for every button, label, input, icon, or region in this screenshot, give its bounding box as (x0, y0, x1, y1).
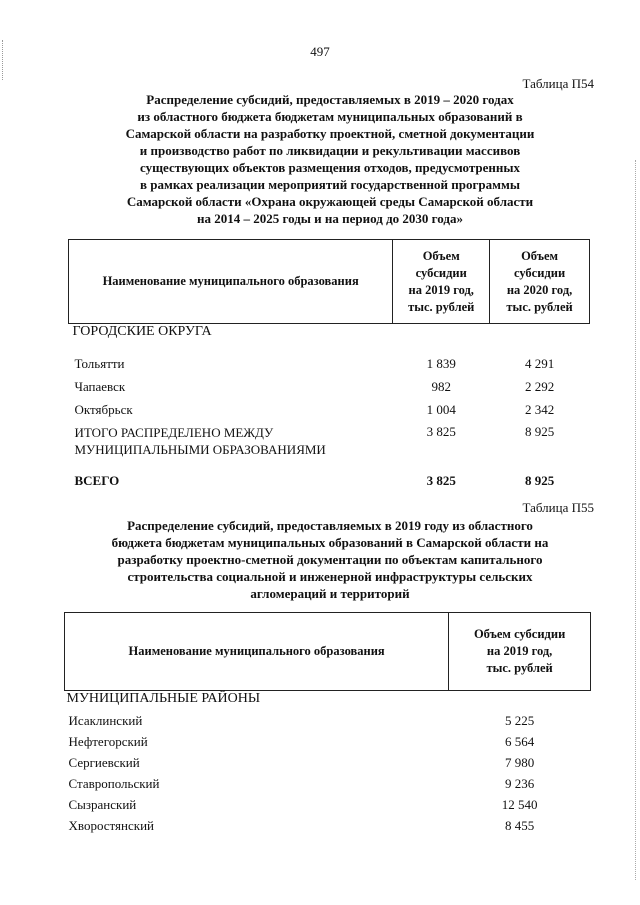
row-2019: 5 225 (504, 713, 535, 728)
title-line: разработку проектно-сметной документации по объектам капитального (117, 552, 543, 567)
row-name: Сергиевский (68, 755, 140, 770)
table-row (65, 816, 591, 837)
distributed-row (69, 422, 590, 464)
table-row (65, 753, 591, 774)
row-2020: 2 292 (524, 378, 555, 394)
row-name: Сызранский (68, 797, 137, 812)
title-line: бюджета бюджетам муниципальных образований в Самарской области на (111, 535, 549, 550)
title-line: Самарской области «Охрана окружающей среды Самарской области (126, 194, 534, 209)
row-2019: 1 004 (426, 401, 456, 417)
table-header-row (65, 613, 591, 691)
title-line: строительства социальной и инженерной инфраструктуры сельских (127, 569, 533, 584)
row-name: Октябрьск (74, 401, 133, 417)
row-2019: 7 980 (504, 755, 535, 770)
total-name: ВСЕГО (74, 472, 120, 488)
row-2019: 6 564 (504, 734, 535, 749)
total-row (69, 464, 590, 498)
row-name: Ставропольский (68, 776, 160, 791)
table-p55 (64, 612, 591, 837)
distributed-2020: 8 925 (524, 423, 555, 439)
section-row (65, 691, 591, 711)
title-line: и производство работ по ликвидации и рекультивации массивов (139, 143, 521, 158)
row-name: Хворостянский (68, 818, 154, 833)
distributed-2019: 3 825 (426, 423, 456, 439)
distributed-name: ИТОГО РАСПРЕДЕЛЕНО МЕЖДУ МУНИЦИПАЛЬНЫМИ ОБРАЗОВАНИЯМИ (74, 424, 326, 457)
table-row (65, 774, 591, 795)
row-2020: 4 291 (524, 355, 555, 371)
title-line: из областного бюджета бюджетам муниципальных образований в (137, 109, 523, 124)
title-line: агломераций и территорий (250, 586, 410, 601)
title-line: в рамках реализации мероприятий государственной программы (139, 177, 520, 192)
section-title: ГОРОДСКИЕ ОКРУГА (72, 324, 212, 339)
row-2020: 2 342 (524, 401, 555, 417)
row-name: Чапаевск (74, 378, 126, 394)
total-2020: 8 925 (524, 472, 555, 488)
table-p54 (68, 239, 590, 498)
table-row (69, 352, 590, 376)
title-line: Распределение субсидий, предоставляемых в 2019 году из областного (127, 518, 533, 533)
header-name: Наименование муниципального образования (65, 613, 449, 691)
title-line: Самарской области на разработку проектной, сметной документации (125, 126, 535, 141)
table-row (65, 711, 591, 732)
table-row (69, 398, 590, 422)
table-p54-label: Таблица П54 (522, 76, 594, 91)
table-header-row (69, 240, 590, 324)
row-name: Исаклинский (68, 713, 143, 728)
row-2019: 12 540 (501, 797, 538, 812)
scan-edge-right (633, 160, 636, 880)
row-name: Нефтегорский (68, 734, 148, 749)
title-line: существующих объектов размещения отходов, предусмотренных (139, 160, 521, 175)
table-p54-title (60, 91, 600, 227)
row-2019: 1 839 (426, 355, 456, 371)
title-line: на 2014 – 2025 годы и на период до 2030 года» (197, 211, 463, 226)
total-2019: 3 825 (426, 472, 456, 488)
page-number: 497 (310, 44, 330, 59)
table-p55-title (60, 517, 600, 602)
section-title: МУНИЦИПАЛЬНЫЕ РАЙОНЫ (66, 691, 261, 706)
header-2019: Объем субсидии на 2019 год, тыс. рублей (449, 613, 591, 691)
table-p55-label: Таблица П55 (522, 500, 594, 515)
row-2019: 982 (431, 378, 451, 394)
row-2019: 8 455 (504, 818, 535, 833)
header-2019: Объем субсидии на 2019 год, тыс. рублей (393, 240, 490, 324)
table-row (65, 795, 591, 816)
header-2020: Объем субсидии на 2020 год, тыс. рублей (490, 240, 590, 324)
header-name: Наименование муниципального образования (69, 240, 393, 324)
row-name: Тольятти (74, 355, 125, 371)
title-line: Распределение субсидий, предоставляемых в 2019 – 2020 годах (146, 92, 514, 107)
table-row (65, 732, 591, 753)
section-row (69, 324, 590, 352)
row-2019: 9 236 (504, 776, 535, 791)
table-row (69, 376, 590, 398)
